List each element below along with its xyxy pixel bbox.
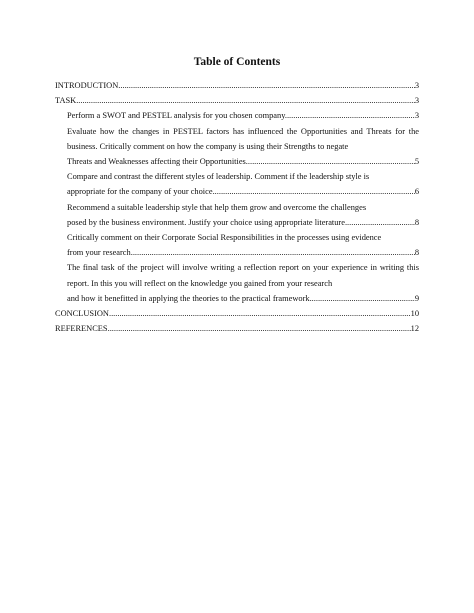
toc-leader-dots (248, 154, 415, 169)
toc-entry-text: posed by the business environment. Justify your choice using appropriate literature (67, 217, 345, 227)
toc-page-number: 10 (410, 309, 419, 319)
toc-entry-text: from your research (67, 248, 131, 258)
toc-page-number: 8 (414, 217, 419, 227)
toc-entry-swot-pestel[interactable] (55, 108, 419, 123)
toc-leader-dots (76, 93, 415, 108)
toc-entry-line (67, 108, 419, 123)
toc-entry-leadership-styles[interactable] (55, 169, 419, 199)
toc-page-number: 5 (414, 157, 419, 167)
toc-leader-dots (345, 215, 415, 230)
toc-page-number: 6 (414, 187, 419, 197)
toc-entry-text: REFERENCES (55, 324, 108, 334)
toc-entry-introduction[interactable] (55, 78, 419, 93)
toc-entry-body: Compare and contrast the different styles of leadership. Comment if the leadership style is (67, 172, 370, 182)
toc-entry-conclusion[interactable] (55, 306, 419, 321)
toc-entry-text: Threats and Weaknesses affecting their Opportunities. (67, 157, 248, 167)
toc-entry-text: INTRODUCTION (55, 81, 119, 90)
toc-entry-body: Critically comment on their Corporate Social Responsibilities in the processes using evidence (67, 233, 382, 243)
toc-leader-dots (118, 78, 415, 93)
toc-title: Table of Contents (193, 56, 281, 68)
toc-page-number: 3 (414, 111, 419, 121)
toc-entry-line (55, 93, 419, 108)
toc-entry-text: appropriate for the company of your choice (67, 187, 213, 197)
toc-leader-dots (109, 306, 411, 321)
toc-entry-text: Perform a SWOT and PESTEL analysis for you chosen company. (67, 111, 287, 121)
toc-entry-line (67, 154, 419, 169)
toc-entry-line (55, 306, 419, 321)
toc-entry-line (67, 215, 419, 230)
toc-entry-line (67, 184, 419, 199)
toc-leader-dots (287, 108, 415, 123)
toc-leader-dots (310, 291, 415, 306)
toc-leader-dots (213, 184, 415, 199)
toc-entry-csr[interactable] (55, 230, 419, 260)
toc-entry-text: TASK (55, 96, 77, 106)
toc-page-number: 9 (414, 293, 419, 303)
toc-entry-text: CONCLUSION (55, 309, 109, 319)
toc-list (55, 78, 419, 336)
toc-leader-dots (131, 245, 415, 260)
toc-entry-pestel-opportunities[interactable] (55, 124, 419, 170)
toc-entry-references[interactable] (55, 321, 419, 336)
toc-entry-task[interactable] (55, 93, 419, 108)
toc-entry-body: Evaluate how the changes in PESTEL factors has influenced the Opportunities and Threats for the business. Critically comment on how the company is using their Strengths to negate (67, 126, 419, 151)
toc-entry-recommend-leadership[interactable] (55, 200, 419, 230)
toc-leader-dots (108, 321, 411, 336)
toc-entry-body: Recommend a suitable leadership style that help them grow and overcome the challenges (67, 202, 367, 212)
toc-entry-line (55, 78, 419, 93)
toc-entry-line (55, 321, 419, 336)
toc-entry-text: and how it benefitted in applying the theories to the practical framework (67, 293, 310, 303)
toc-entry-line (67, 291, 419, 306)
toc-page-number: 3 (414, 96, 419, 106)
toc-entry-line (67, 245, 419, 260)
toc-entry-reflection-report[interactable] (55, 260, 419, 306)
toc-page-number: 3 (414, 81, 419, 90)
toc-page-number: 12 (410, 324, 419, 334)
toc-page-number: 8 (414, 248, 419, 258)
toc-entry-body: The final task of the project will involve writing a reflection report on your experience in writing this report. In this you will reflect on the knowledge you gained from your research (67, 263, 419, 288)
